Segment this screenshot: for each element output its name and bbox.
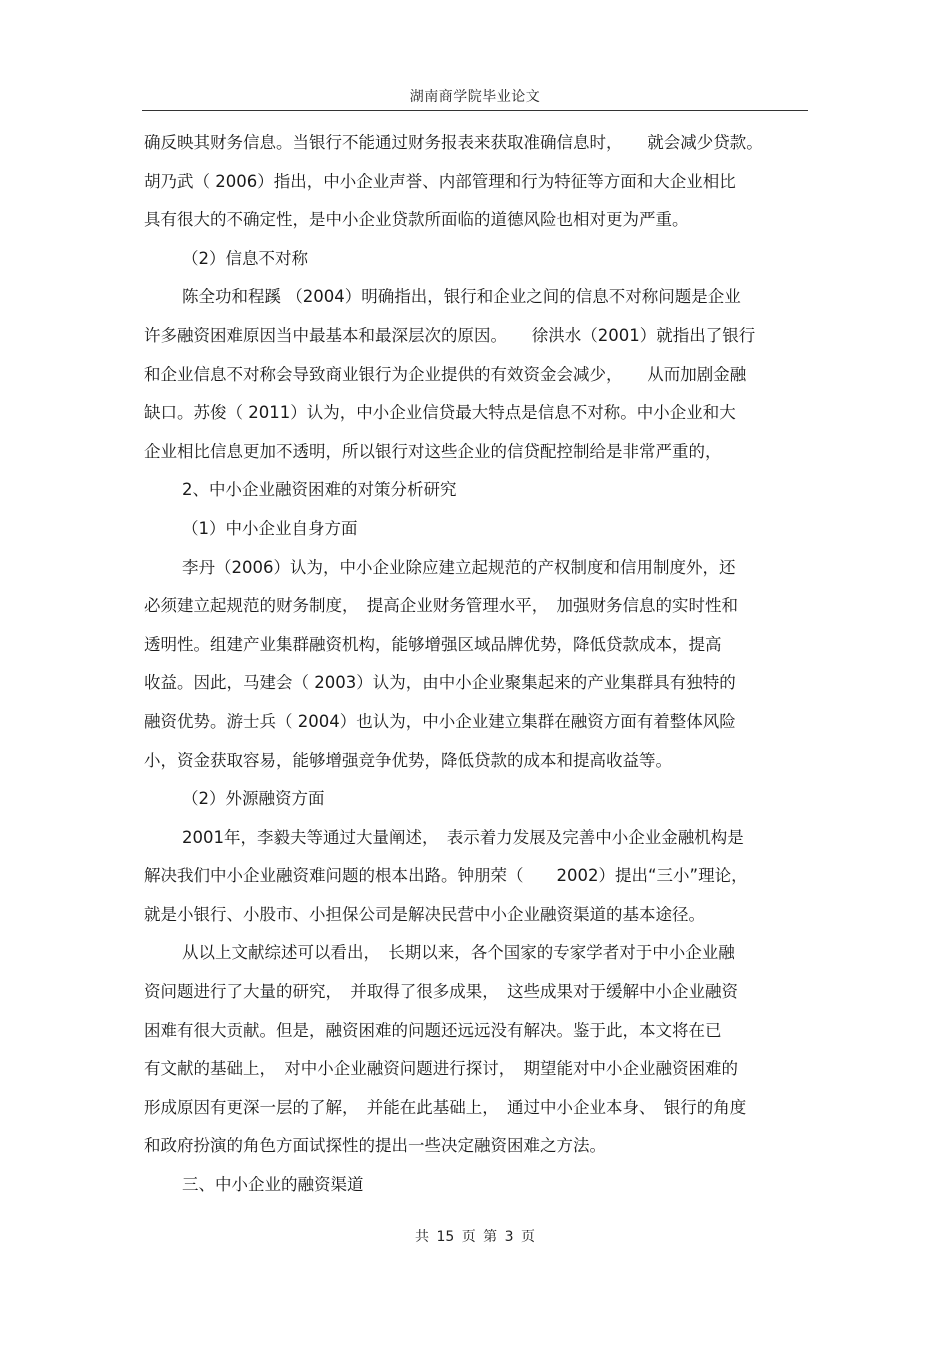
text-line: 缺口。苏俊（ 2011）认为，中小企业信贷最大特点是信息不对称。中小企业和大	[144, 403, 736, 423]
text-line: 企业相比信息更加不透明，所以银行对这些企业的信贷配控制给是非常严重的，	[144, 441, 722, 461]
text-line: 就是小银行、小股市、小担保公司是解决民营中小企业融资渠道的基本途径。	[144, 904, 705, 924]
text-line: 和企业信息不对称会导致商业银行为企业提供的有效资金会减少， 从而加剧金融	[144, 364, 747, 384]
text-line: 和政府扮演的角色方面试探性的提出一些决定融资困难之方法。	[144, 1136, 606, 1156]
text-line: 必须建立起规范的财务制度， 提高企业财务管理水平， 加强财务信息的实时性和	[144, 596, 738, 616]
body-text	[144, 124, 808, 1205]
text-line: 陈全功和程蹊 （2004）明确指出，银行和企业之间的信息不对称问题是企业	[182, 287, 741, 307]
text-line: 2001年，李毅夫等通过大量阐述， 表示着力发展及完善中小企业金融机构是	[182, 827, 744, 847]
text-line: 有文献的基础上， 对中小企业融资问题进行探讨， 期望能对中小企业融资困难的	[144, 1059, 738, 1079]
text-line: 小，资金获取容易，能够增强竞争优势，降低贷款的成本和提高收益等。	[144, 750, 672, 770]
text-line: （1）中小企业自身方面	[182, 518, 358, 538]
text-line: 从以上文献综述可以看出， 长期以来，各个国家的专家学者对于中小企业融	[182, 943, 735, 963]
text-line: 透明性。组建产业集群融资机构，能够增强区域品牌优势，降低贷款成本，提高	[144, 634, 722, 654]
text-line: （2）信息不对称	[182, 248, 308, 268]
text-line: 2、中小企业融资困难的对策分析研究	[182, 480, 457, 500]
text-line: 确反映其财务信息。当银行不能通过财务报表来获取准确信息时， 就会减少贷款。	[144, 133, 763, 152]
text-line: 具有很大的不确定性，是中小企业贷款所面临的道德风险也相对更为严重。	[144, 210, 689, 230]
text-line: （2）外源融资方面	[182, 789, 325, 809]
header-rule	[142, 110, 808, 111]
text-line: 困难有很大贡献。但是，融资困难的问题还远远没有解决。鉴于此，本文将在已	[144, 1020, 722, 1040]
text-line: 解决我们中小企业融资难问题的根本出路。钟朋荣（ 2002）提出“三小”理论，	[144, 866, 748, 886]
text-line: 收益。因此，马建会（ 2003）认为，由中小企业聚集起来的产业集群具有独特的	[144, 673, 736, 693]
text-line: 形成原因有更深一层的了解， 并能在此基础上， 通过中小企业本身、 银行的角度	[144, 1097, 747, 1117]
text-line: 融资优势。游士兵（ 2004）也认为，中小企业建立集群在融资方面有着整体风险	[144, 711, 736, 731]
text-line: 三、中小企业的融资渠道	[182, 1175, 364, 1195]
text-line: 李丹（2006）认为，中小企业除应建立起规范的产权制度和信用制度外，还	[182, 557, 736, 577]
text-line: 胡乃武（ 2006）指出，中小企业声誉、内部管理和行为特征等方面和大企业相比	[144, 171, 736, 191]
text-line: 资问题进行了大量的研究， 并取得了很多成果， 这些成果对于缓解中小企业融资	[144, 982, 738, 1002]
page-number: 共 15 页 第 3 页	[415, 1229, 535, 1245]
text-line: 许多融资困难原因当中最基本和最深层次的原因。 徐洪水（2001）就指出了银行	[144, 325, 756, 345]
running-header: 湖南商学院毕业论文	[409, 89, 541, 105]
